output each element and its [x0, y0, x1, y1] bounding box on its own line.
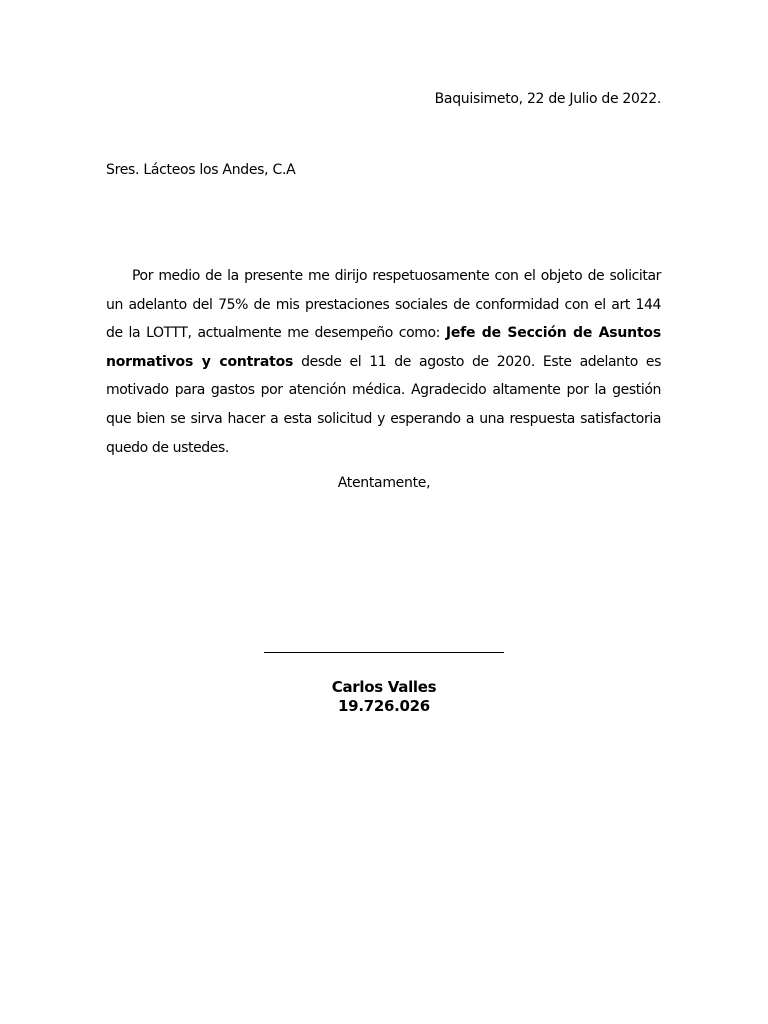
letter-body	[106, 262, 661, 462]
signer-id-number: 19.726.026	[338, 697, 430, 715]
closing-salutation: Atentamente,	[337, 475, 431, 491]
recipient-line: Sres. Lácteos los Andes, C.A	[106, 162, 296, 178]
body-text-part-1: Por medio de la presente me dirijo respetuosamente con el objeto de solicitar un adelanto del 75% de mis prestaciones sociales de conformidad con el art 144 de la LOTTT, actualmente me desempeño como:	[106, 268, 661, 342]
job-position: Jefe de Sección de Asuntos normativos y contratos	[106, 325, 661, 370]
signer-name: Carlos Valles	[331, 678, 437, 696]
signature-line	[264, 652, 504, 653]
date-line: Baquisimeto, 22 de Julio de 2022.	[434, 91, 661, 107]
body-text-part-2: desde el 11 de agosto de 2020. Este adelanto es motivado para gastos por atención médica. Agradecido altamente por la gestión que bien se sirva hacer a esta solicitud y esperando a una respuesta satisfactoria quedo de ustedes.	[106, 353, 662, 456]
